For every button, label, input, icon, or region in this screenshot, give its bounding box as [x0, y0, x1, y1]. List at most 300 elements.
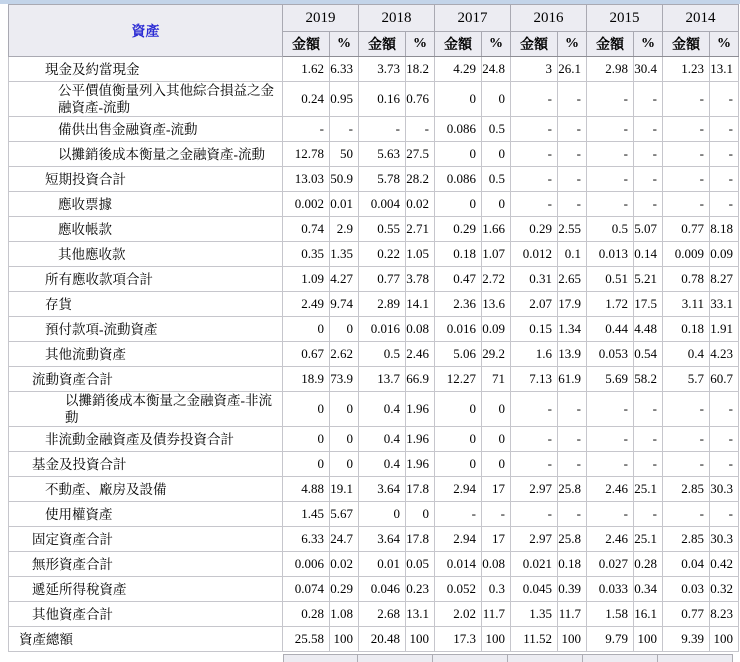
- value-cell: 13.1: [406, 602, 435, 627]
- value-cell: 100: [710, 627, 739, 652]
- value-cell: 0.5: [482, 117, 511, 142]
- year-header: 2017: [435, 5, 511, 32]
- value-cell: 3.78: [406, 267, 435, 292]
- value-cell: 0: [482, 82, 511, 117]
- value-cell: 1.45: [283, 502, 330, 527]
- value-cell: 2.65: [558, 267, 587, 292]
- value-cell: 2.89: [359, 292, 406, 317]
- value-cell: 0: [435, 427, 482, 452]
- table-row: [9, 82, 739, 117]
- value-cell: 0.013: [587, 242, 634, 267]
- value-cell: 0.28: [634, 552, 663, 577]
- value-cell: -: [663, 142, 710, 167]
- assets-table-body: [9, 57, 739, 652]
- value-cell: 100: [406, 627, 435, 652]
- value-cell: 0.04: [663, 552, 710, 577]
- value-cell: 0.77: [663, 217, 710, 242]
- value-cell: 0.052: [435, 577, 482, 602]
- value-cell: 0.23: [406, 577, 435, 602]
- assets-table-wrapper: [8, 4, 740, 652]
- value-cell: 0.32: [710, 577, 739, 602]
- value-cell: 1.35: [511, 602, 558, 627]
- value-cell: -: [406, 117, 435, 142]
- value-cell: 13.6: [482, 292, 511, 317]
- value-cell: -: [710, 117, 739, 142]
- value-cell: 0: [283, 392, 330, 427]
- value-cell: -: [634, 117, 663, 142]
- value-cell: 100: [558, 627, 587, 652]
- sliver-cell: [283, 654, 358, 662]
- amount-subheader: 金額: [511, 32, 558, 57]
- value-cell: -: [710, 452, 739, 477]
- value-cell: 0.31: [511, 267, 558, 292]
- value-cell: 19.1: [330, 477, 359, 502]
- value-cell: 2.55: [558, 217, 587, 242]
- row-label: 應收票據: [9, 192, 283, 217]
- value-cell: 0.15: [511, 317, 558, 342]
- percent-subheader: %: [710, 32, 739, 57]
- value-cell: 0: [435, 192, 482, 217]
- value-cell: 61.9: [558, 367, 587, 392]
- value-cell: 0: [283, 452, 330, 477]
- value-cell: 0.44: [587, 317, 634, 342]
- value-cell: 2.46: [406, 342, 435, 367]
- value-cell: 0.5: [359, 342, 406, 367]
- value-cell: 5.69: [587, 367, 634, 392]
- value-cell: -: [359, 117, 406, 142]
- value-cell: 0.006: [283, 552, 330, 577]
- value-cell: 0.033: [587, 577, 634, 602]
- table-row: [9, 342, 739, 367]
- value-cell: 11.7: [482, 602, 511, 627]
- value-cell: 0.74: [283, 217, 330, 242]
- table-row: [9, 502, 739, 527]
- value-cell: 0: [406, 502, 435, 527]
- row-label: 預付款項-流動資產: [9, 317, 283, 342]
- value-cell: 0.01: [330, 192, 359, 217]
- value-cell: 100: [330, 627, 359, 652]
- value-cell: 2.98: [587, 57, 634, 82]
- percent-subheader: %: [558, 32, 587, 57]
- value-cell: 1.05: [406, 242, 435, 267]
- value-cell: 17: [482, 477, 511, 502]
- table-row: [9, 317, 739, 342]
- value-cell: 9.39: [663, 627, 710, 652]
- value-cell: 0.014: [435, 552, 482, 577]
- value-cell: -: [663, 167, 710, 192]
- value-cell: 6.33: [283, 527, 330, 552]
- value-cell: 0.22: [359, 242, 406, 267]
- value-cell: 0: [330, 317, 359, 342]
- value-cell: 0.78: [663, 267, 710, 292]
- value-cell: 0: [435, 452, 482, 477]
- value-cell: 17.8: [406, 527, 435, 552]
- year-header: 2018: [359, 5, 435, 32]
- value-cell: 17.5: [634, 292, 663, 317]
- value-cell: 9.79: [587, 627, 634, 652]
- value-cell: 1.72: [587, 292, 634, 317]
- row-label: 現金及約當現金: [9, 57, 283, 82]
- value-cell: 0: [482, 192, 511, 217]
- value-cell: 0.67: [283, 342, 330, 367]
- value-cell: 0.09: [710, 242, 739, 267]
- value-cell: 1.96: [406, 427, 435, 452]
- value-cell: 8.27: [710, 267, 739, 292]
- value-cell: 0.4: [663, 342, 710, 367]
- value-cell: 0.29: [330, 577, 359, 602]
- value-cell: 0.02: [330, 552, 359, 577]
- row-label: 以攤銷後成本衡量之金融資產-流動: [9, 142, 283, 167]
- value-cell: 0.95: [330, 82, 359, 117]
- value-cell: 0.016: [359, 317, 406, 342]
- value-cell: 0.05: [406, 552, 435, 577]
- table-row: [9, 267, 739, 292]
- value-cell: 5.67: [330, 502, 359, 527]
- value-cell: 0: [435, 392, 482, 427]
- value-cell: 1.58: [587, 602, 634, 627]
- value-cell: 0.074: [283, 577, 330, 602]
- row-label: 資產總額: [9, 627, 283, 652]
- value-cell: 27.5: [406, 142, 435, 167]
- value-cell: 0.027: [587, 552, 634, 577]
- value-cell: 1.96: [406, 392, 435, 427]
- value-cell: 60.7: [710, 367, 739, 392]
- value-cell: -: [663, 82, 710, 117]
- value-cell: 2.07: [511, 292, 558, 317]
- row-label: 存貨: [9, 292, 283, 317]
- value-cell: 25.8: [558, 527, 587, 552]
- value-cell: -: [511, 192, 558, 217]
- value-cell: 3.64: [359, 477, 406, 502]
- value-cell: -: [587, 192, 634, 217]
- value-cell: 0.08: [406, 317, 435, 342]
- year-header: 2019: [283, 5, 359, 32]
- value-cell: -: [511, 167, 558, 192]
- row-label: 遞延所得稅資產: [9, 577, 283, 602]
- value-cell: -: [330, 117, 359, 142]
- row-label: 公平價值衡量列入其他綜合損益之金融資產-流動: [9, 82, 283, 117]
- value-cell: -: [511, 427, 558, 452]
- value-cell: 0.47: [435, 267, 482, 292]
- value-cell: 29.2: [482, 342, 511, 367]
- value-cell: 4.29: [435, 57, 482, 82]
- value-cell: 0.016: [435, 317, 482, 342]
- value-cell: 0.021: [511, 552, 558, 577]
- value-cell: -: [710, 142, 739, 167]
- value-cell: 2.94: [435, 527, 482, 552]
- row-label: 短期投資合計: [9, 167, 283, 192]
- value-cell: 50.9: [330, 167, 359, 192]
- assets-table-header: [9, 5, 739, 57]
- value-cell: 1.07: [482, 242, 511, 267]
- value-cell: 1.08: [330, 602, 359, 627]
- value-cell: 2.46: [587, 527, 634, 552]
- table-row: [9, 192, 739, 217]
- value-cell: 14.1: [406, 292, 435, 317]
- next-section-header-sliver: [8, 654, 740, 662]
- value-cell: 5.07: [634, 217, 663, 242]
- table-row: [9, 367, 739, 392]
- value-cell: 58.2: [634, 367, 663, 392]
- value-cell: -: [634, 452, 663, 477]
- value-cell: 13.1: [710, 57, 739, 82]
- value-cell: 2.49: [283, 292, 330, 317]
- table-row: [9, 217, 739, 242]
- value-cell: 0.24: [283, 82, 330, 117]
- value-cell: 0.5: [482, 167, 511, 192]
- value-cell: 1.23: [663, 57, 710, 82]
- value-cell: 2.85: [663, 527, 710, 552]
- year-header: 2016: [511, 5, 587, 32]
- value-cell: 5.78: [359, 167, 406, 192]
- value-cell: 18.2: [406, 57, 435, 82]
- value-cell: 0: [482, 452, 511, 477]
- value-cell: 0: [435, 82, 482, 117]
- sliver-cell: [658, 654, 733, 662]
- row-label: 以攤銷後成本衡量之金融資產-非流動: [9, 392, 283, 427]
- value-cell: 0.55: [359, 217, 406, 242]
- value-cell: 1.96: [406, 452, 435, 477]
- value-cell: 3.11: [663, 292, 710, 317]
- table-row: [9, 292, 739, 317]
- percent-subheader: %: [634, 32, 663, 57]
- value-cell: 11.52: [511, 627, 558, 652]
- assets-corner-header: 資產: [9, 5, 283, 57]
- value-cell: 0: [482, 427, 511, 452]
- value-cell: -: [634, 142, 663, 167]
- table-row: [9, 392, 739, 427]
- row-label: 固定資產合計: [9, 527, 283, 552]
- value-cell: 100: [482, 627, 511, 652]
- value-cell: 0.42: [710, 552, 739, 577]
- value-cell: -: [558, 502, 587, 527]
- value-cell: -: [634, 502, 663, 527]
- value-cell: 5.21: [634, 267, 663, 292]
- value-cell: -: [587, 427, 634, 452]
- value-cell: 0.045: [511, 577, 558, 602]
- value-cell: -: [558, 167, 587, 192]
- value-cell: 0.03: [663, 577, 710, 602]
- table-row: [9, 577, 739, 602]
- value-cell: 20.48: [359, 627, 406, 652]
- value-cell: -: [663, 117, 710, 142]
- value-cell: -: [663, 502, 710, 527]
- row-label: 應收帳款: [9, 217, 283, 242]
- value-cell: 0.18: [435, 242, 482, 267]
- value-cell: 0: [482, 142, 511, 167]
- value-cell: 0.35: [283, 242, 330, 267]
- row-label: 其他流動資產: [9, 342, 283, 367]
- percent-subheader: %: [330, 32, 359, 57]
- value-cell: 71: [482, 367, 511, 392]
- table-row: [9, 627, 739, 652]
- value-cell: 2.02: [435, 602, 482, 627]
- row-label: 非流動金融資產及債券投資合計: [9, 427, 283, 452]
- value-cell: -: [558, 392, 587, 427]
- value-cell: 18.9: [283, 367, 330, 392]
- table-row: [9, 602, 739, 627]
- value-cell: -: [511, 502, 558, 527]
- value-cell: -: [710, 502, 739, 527]
- value-cell: -: [587, 392, 634, 427]
- value-cell: 4.27: [330, 267, 359, 292]
- value-cell: 6.33: [330, 57, 359, 82]
- value-cell: 0.14: [634, 242, 663, 267]
- table-row: [9, 427, 739, 452]
- value-cell: 16.1: [634, 602, 663, 627]
- value-cell: -: [634, 192, 663, 217]
- value-cell: 0.18: [663, 317, 710, 342]
- value-cell: 3.73: [359, 57, 406, 82]
- value-cell: 2.72: [482, 267, 511, 292]
- value-cell: -: [283, 117, 330, 142]
- sliver-cell: [433, 654, 508, 662]
- value-cell: -: [587, 117, 634, 142]
- value-cell: 1.62: [283, 57, 330, 82]
- value-cell: 0.02: [406, 192, 435, 217]
- value-cell: -: [587, 142, 634, 167]
- value-cell: -: [663, 192, 710, 217]
- row-label: 所有應收款項合計: [9, 267, 283, 292]
- value-cell: 8.18: [710, 217, 739, 242]
- table-row: [9, 167, 739, 192]
- value-cell: 28.2: [406, 167, 435, 192]
- value-cell: 0.28: [283, 602, 330, 627]
- value-cell: 30.4: [634, 57, 663, 82]
- value-cell: 3: [511, 57, 558, 82]
- value-cell: 1.34: [558, 317, 587, 342]
- value-cell: 25.1: [634, 527, 663, 552]
- value-cell: 0: [482, 392, 511, 427]
- value-cell: -: [634, 82, 663, 117]
- row-label: 流動資產合計: [9, 367, 283, 392]
- row-label: 備供出售金融資產-流動: [9, 117, 283, 142]
- value-cell: 7.13: [511, 367, 558, 392]
- value-cell: -: [587, 452, 634, 477]
- value-cell: 13.7: [359, 367, 406, 392]
- amount-subheader: 金額: [435, 32, 482, 57]
- value-cell: 2.85: [663, 477, 710, 502]
- value-cell: 1.6: [511, 342, 558, 367]
- amount-subheader: 金額: [283, 32, 330, 57]
- value-cell: 0.51: [587, 267, 634, 292]
- value-cell: 0.053: [587, 342, 634, 367]
- value-cell: 11.7: [558, 602, 587, 627]
- value-cell: 26.1: [558, 57, 587, 82]
- value-cell: -: [710, 82, 739, 117]
- value-cell: 100: [634, 627, 663, 652]
- value-cell: -: [558, 142, 587, 167]
- value-cell: 1.91: [710, 317, 739, 342]
- value-cell: -: [710, 192, 739, 217]
- value-cell: 0: [283, 317, 330, 342]
- value-cell: 0.002: [283, 192, 330, 217]
- row-label: 其他應收款: [9, 242, 283, 267]
- value-cell: -: [558, 82, 587, 117]
- value-cell: 33.1: [710, 292, 739, 317]
- value-cell: 0.77: [359, 267, 406, 292]
- value-cell: -: [663, 427, 710, 452]
- value-cell: 0: [283, 427, 330, 452]
- value-cell: 25.1: [634, 477, 663, 502]
- year-header: 2015: [587, 5, 663, 32]
- assets-table: [8, 4, 739, 652]
- value-cell: 0: [330, 427, 359, 452]
- amount-subheader: 金額: [587, 32, 634, 57]
- value-cell: 0.08: [482, 552, 511, 577]
- value-cell: -: [558, 452, 587, 477]
- value-cell: 4.23: [710, 342, 739, 367]
- value-cell: 2.97: [511, 527, 558, 552]
- sliver-cell: [358, 654, 433, 662]
- table-row: [9, 242, 739, 267]
- table-row: [9, 552, 739, 577]
- sliver-spacer: [8, 654, 283, 662]
- value-cell: 2.97: [511, 477, 558, 502]
- value-cell: -: [558, 427, 587, 452]
- value-cell: 1.66: [482, 217, 511, 242]
- value-cell: 24.8: [482, 57, 511, 82]
- table-row: [9, 142, 739, 167]
- value-cell: 25.8: [558, 477, 587, 502]
- value-cell: 1.35: [330, 242, 359, 267]
- value-cell: -: [634, 427, 663, 452]
- value-cell: -: [663, 392, 710, 427]
- value-cell: 0.012: [511, 242, 558, 267]
- value-cell: 9.74: [330, 292, 359, 317]
- value-cell: 0.54: [634, 342, 663, 367]
- value-cell: -: [634, 392, 663, 427]
- value-cell: 0.09: [482, 317, 511, 342]
- value-cell: 50: [330, 142, 359, 167]
- value-cell: 4.88: [283, 477, 330, 502]
- value-cell: 0: [359, 502, 406, 527]
- value-cell: -: [511, 117, 558, 142]
- value-cell: 0.34: [634, 577, 663, 602]
- value-cell: 17.3: [435, 627, 482, 652]
- value-cell: -: [710, 167, 739, 192]
- value-cell: 12.78: [283, 142, 330, 167]
- year-header: 2014: [663, 5, 739, 32]
- row-label: 使用權資產: [9, 502, 283, 527]
- value-cell: 0.4: [359, 427, 406, 452]
- table-row: [9, 527, 739, 552]
- value-cell: 0.046: [359, 577, 406, 602]
- value-cell: -: [587, 82, 634, 117]
- value-cell: 0.086: [435, 117, 482, 142]
- value-cell: 0.18: [558, 552, 587, 577]
- value-cell: -: [587, 502, 634, 527]
- table-row: [9, 452, 739, 477]
- value-cell: -: [511, 452, 558, 477]
- value-cell: -: [587, 167, 634, 192]
- value-cell: 0.1: [558, 242, 587, 267]
- value-cell: 13.9: [558, 342, 587, 367]
- value-cell: 0.086: [435, 167, 482, 192]
- value-cell: -: [558, 192, 587, 217]
- value-cell: -: [710, 427, 739, 452]
- value-cell: 0: [330, 452, 359, 477]
- table-row: [9, 57, 739, 82]
- value-cell: 73.9: [330, 367, 359, 392]
- value-cell: 66.9: [406, 367, 435, 392]
- table-row: [9, 477, 739, 502]
- value-cell: -: [558, 117, 587, 142]
- value-cell: -: [435, 502, 482, 527]
- value-cell: 0: [330, 392, 359, 427]
- value-cell: 2.46: [587, 477, 634, 502]
- value-cell: 0: [435, 142, 482, 167]
